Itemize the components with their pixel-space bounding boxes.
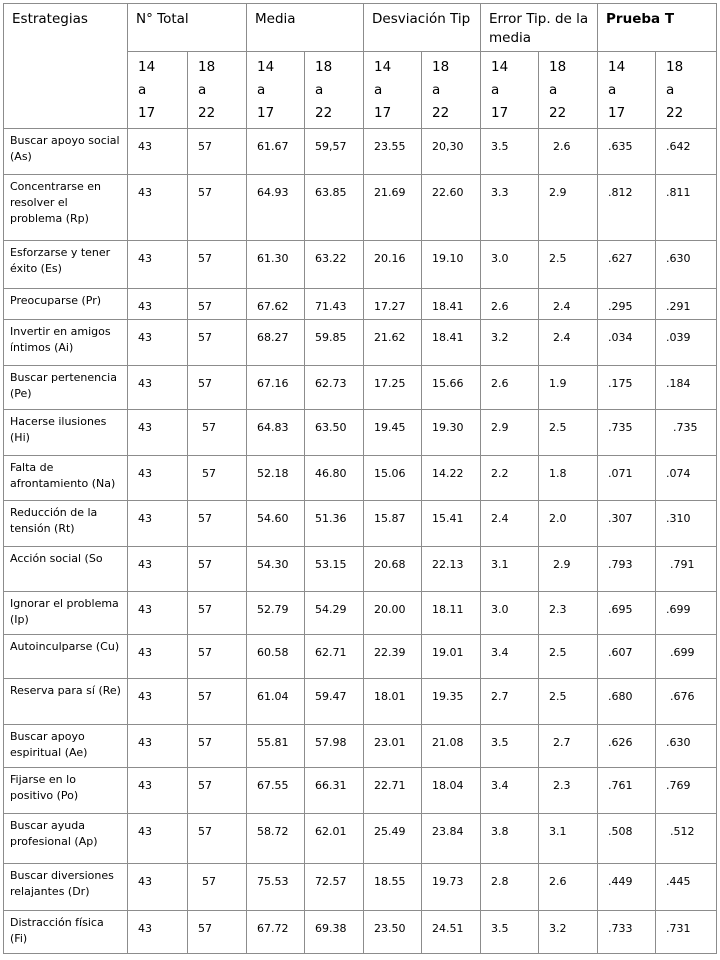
- cell-t-14-17: .627: [598, 241, 656, 289]
- cell-sd-18-22: 20,30: [422, 129, 481, 175]
- strategy-name: Buscar pertenencia (Pe): [4, 366, 128, 410]
- cell-se-14-17: 2.8: [481, 864, 539, 911]
- cell-t-18-22: .676: [656, 679, 717, 725]
- age-to: 22: [432, 105, 450, 121]
- strategy-name: Ignorar el problema (Ip): [4, 592, 128, 635]
- cell-total-14-17: 43: [128, 320, 188, 366]
- cell-se-14-17: 3.5: [481, 911, 539, 954]
- cell-t-14-17: .295: [598, 289, 656, 320]
- cell-se-18-22: 2.5: [539, 635, 598, 679]
- cell-total-18-22: 57: [188, 547, 247, 592]
- cell-se-14-17: 2.6: [481, 289, 539, 320]
- cell-t-18-22: .699: [656, 592, 717, 635]
- cell-total-14-17: 43: [128, 456, 188, 501]
- cell-t-18-22: .512: [656, 814, 717, 864]
- age-to: 17: [491, 105, 509, 121]
- age-group-header: [481, 52, 539, 129]
- cell-t-18-22: .811: [656, 175, 717, 241]
- cell-sd-18-22: 22.13: [422, 547, 481, 592]
- cell-se-18-22: 1.8: [539, 456, 598, 501]
- cell-t-18-22: .310: [656, 501, 717, 547]
- cell-t-14-17: .626: [598, 725, 656, 768]
- cell-total-14-17: 43: [128, 635, 188, 679]
- strategy-name: Falta de afrontamiento (Na): [4, 456, 128, 501]
- table-row: [4, 911, 717, 954]
- cell-se-18-22: 2.7: [539, 725, 598, 768]
- age-from: 14: [138, 59, 156, 75]
- table-row: [4, 679, 717, 725]
- header-strategies: Estrategias: [4, 4, 128, 129]
- cell-se-18-22: 2.6: [539, 864, 598, 911]
- cell-sd-18-22: 19.10: [422, 241, 481, 289]
- cell-mean-14-17: 67.72: [247, 911, 305, 954]
- table-row: [4, 814, 717, 864]
- table-row: [4, 289, 717, 320]
- strategy-name: Buscar diversiones relajantes (Dr): [4, 864, 128, 911]
- cell-sd-14-17: 18.01: [364, 679, 422, 725]
- cell-mean-14-17: 52.79: [247, 592, 305, 635]
- cell-total-14-17: 43: [128, 768, 188, 814]
- cell-se-18-22: 2.3: [539, 592, 598, 635]
- cell-t-18-22: .791: [656, 547, 717, 592]
- age-from: 18: [198, 59, 216, 75]
- cell-mean-14-17: 55.81: [247, 725, 305, 768]
- strategy-name: Preocuparse (Pr): [4, 289, 128, 320]
- age-separator: a: [257, 82, 266, 98]
- strategy-name: Buscar apoyo espiritual (Ae): [4, 725, 128, 768]
- table-row: [4, 241, 717, 289]
- age-separator: a: [374, 82, 383, 98]
- age-group-header: [188, 52, 247, 129]
- age-group-header: [539, 52, 598, 129]
- cell-se-14-17: 3.3: [481, 175, 539, 241]
- cell-se-14-17: 3.8: [481, 814, 539, 864]
- age-to: 17: [374, 105, 392, 121]
- cell-mean-14-17: 64.83: [247, 410, 305, 456]
- strategy-name: Reducción de la tensión (Rt): [4, 501, 128, 547]
- header-t-test: Prueba T: [598, 4, 717, 52]
- strategy-name: Fijarse en lo positivo (Po): [4, 768, 128, 814]
- table-row: [4, 592, 717, 635]
- cell-t-18-22: .291: [656, 289, 717, 320]
- cell-mean-18-22: 57.98: [305, 725, 364, 768]
- cell-mean-18-22: 46.80: [305, 456, 364, 501]
- table-row: [4, 725, 717, 768]
- age-from: 14: [608, 59, 626, 75]
- cell-mean-14-17: 67.16: [247, 366, 305, 410]
- age-from: 14: [374, 59, 392, 75]
- table-row: [4, 456, 717, 501]
- cell-total-14-17: 43: [128, 175, 188, 241]
- cell-se-14-17: 3.5: [481, 725, 539, 768]
- cell-total-18-22: 57: [188, 725, 247, 768]
- cell-t-18-22: .074: [656, 456, 717, 501]
- cell-total-14-17: 43: [128, 911, 188, 954]
- cell-se-14-17: 3.0: [481, 592, 539, 635]
- age-separator: a: [608, 82, 617, 98]
- cell-t-14-17: .680: [598, 679, 656, 725]
- cell-se-14-17: 2.2: [481, 456, 539, 501]
- cell-se-18-22: 2.0: [539, 501, 598, 547]
- cell-total-18-22: 57: [188, 864, 247, 911]
- age-group-header: [128, 52, 188, 129]
- cell-sd-18-22: 15.66: [422, 366, 481, 410]
- cell-t-18-22: .735: [656, 410, 717, 456]
- cell-total-18-22: 57: [188, 320, 247, 366]
- coping-strategies-table: [3, 3, 717, 954]
- table-row: [4, 129, 717, 175]
- cell-mean-14-17: 58.72: [247, 814, 305, 864]
- cell-total-14-17: 43: [128, 289, 188, 320]
- cell-se-18-22: 2.5: [539, 410, 598, 456]
- age-to: 22: [549, 105, 567, 121]
- cell-se-14-17: 3.4: [481, 635, 539, 679]
- cell-se-18-22: 2.4: [539, 289, 598, 320]
- cell-se-14-17: 2.7: [481, 679, 539, 725]
- cell-sd-14-17: 20.16: [364, 241, 422, 289]
- cell-mean-18-22: 62.71: [305, 635, 364, 679]
- cell-sd-14-17: 19.45: [364, 410, 422, 456]
- age-from: 18: [315, 59, 333, 75]
- cell-se-18-22: 2.6: [539, 129, 598, 175]
- cell-total-14-17: 43: [128, 547, 188, 592]
- cell-se-14-17: 3.0: [481, 241, 539, 289]
- cell-se-14-17: 2.6: [481, 366, 539, 410]
- cell-total-18-22: 57: [188, 768, 247, 814]
- cell-sd-18-22: 15.41: [422, 501, 481, 547]
- cell-sd-18-22: 24.51: [422, 911, 481, 954]
- cell-total-14-17: 43: [128, 241, 188, 289]
- cell-mean-18-22: 54.29: [305, 592, 364, 635]
- cell-t-14-17: .449: [598, 864, 656, 911]
- header-std-deviation: Desviación Tip: [364, 4, 481, 52]
- cell-sd-18-22: 19.01: [422, 635, 481, 679]
- cell-mean-14-17: 75.53: [247, 864, 305, 911]
- cell-se-18-22: 2.5: [539, 679, 598, 725]
- cell-se-14-17: 2.9: [481, 410, 539, 456]
- age-separator: a: [491, 82, 500, 98]
- cell-sd-18-22: 14.22: [422, 456, 481, 501]
- age-group-header: [656, 52, 717, 129]
- table-row: [4, 635, 717, 679]
- cell-mean-18-22: 66.31: [305, 768, 364, 814]
- table-row: [4, 864, 717, 911]
- cell-total-18-22: 57: [188, 456, 247, 501]
- cell-sd-14-17: 23.55: [364, 129, 422, 175]
- cell-sd-14-17: 25.49: [364, 814, 422, 864]
- cell-sd-14-17: 20.00: [364, 592, 422, 635]
- cell-total-14-17: 43: [128, 129, 188, 175]
- cell-sd-14-17: 20.68: [364, 547, 422, 592]
- strategy-name: Esforzarse y tener éxito (Es): [4, 241, 128, 289]
- table-row: [4, 320, 717, 366]
- cell-se-18-22: 2.5: [539, 241, 598, 289]
- cell-se-18-22: 1.9: [539, 366, 598, 410]
- age-separator: a: [549, 82, 558, 98]
- cell-sd-14-17: 15.06: [364, 456, 422, 501]
- table-row: [4, 768, 717, 814]
- cell-sd-14-17: 17.25: [364, 366, 422, 410]
- cell-total-18-22: 57: [188, 592, 247, 635]
- age-separator: a: [198, 82, 207, 98]
- cell-sd-14-17: 22.39: [364, 635, 422, 679]
- strategy-name: Reserva para sí (Re): [4, 679, 128, 725]
- cell-t-14-17: .607: [598, 635, 656, 679]
- strategy-name: Concentrarse en resolver el problema (Rp): [4, 175, 128, 241]
- age-from: 18: [549, 59, 567, 75]
- cell-t-14-17: .793: [598, 547, 656, 592]
- cell-total-14-17: 43: [128, 814, 188, 864]
- cell-total-18-22: 57: [188, 175, 247, 241]
- cell-se-14-17: 3.4: [481, 768, 539, 814]
- cell-total-18-22: 57: [188, 410, 247, 456]
- cell-mean-14-17: 61.04: [247, 679, 305, 725]
- cell-sd-18-22: 21.08: [422, 725, 481, 768]
- strategy-name: Acción social (So: [4, 547, 128, 592]
- cell-t-14-17: .034: [598, 320, 656, 366]
- cell-mean-14-17: 61.30: [247, 241, 305, 289]
- cell-mean-14-17: 54.30: [247, 547, 305, 592]
- strategy-name: Distracción física (Fi): [4, 911, 128, 954]
- cell-mean-18-22: 69.38: [305, 911, 364, 954]
- cell-total-18-22: 57: [188, 635, 247, 679]
- strategy-name: Buscar apoyo social (As): [4, 129, 128, 175]
- cell-t-14-17: .307: [598, 501, 656, 547]
- cell-sd-14-17: 18.55: [364, 864, 422, 911]
- cell-mean-18-22: 62.01: [305, 814, 364, 864]
- cell-sd-14-17: 21.69: [364, 175, 422, 241]
- cell-total-14-17: 43: [128, 679, 188, 725]
- cell-se-18-22: 2.3: [539, 768, 598, 814]
- cell-t-18-22: .630: [656, 725, 717, 768]
- cell-mean-18-22: 71.43: [305, 289, 364, 320]
- cell-total-14-17: 43: [128, 410, 188, 456]
- age-group-header: [305, 52, 364, 129]
- cell-sd-14-17: 22.71: [364, 768, 422, 814]
- strategy-name: Invertir en amigos íntimos (Ai): [4, 320, 128, 366]
- cell-t-18-22: .699: [656, 635, 717, 679]
- cell-mean-18-22: 63.85: [305, 175, 364, 241]
- cell-total-18-22: 57: [188, 814, 247, 864]
- cell-mean-18-22: 63.22: [305, 241, 364, 289]
- cell-t-14-17: .635: [598, 129, 656, 175]
- cell-sd-18-22: 19.30: [422, 410, 481, 456]
- cell-sd-14-17: 23.50: [364, 911, 422, 954]
- cell-sd-18-22: 23.84: [422, 814, 481, 864]
- cell-t-14-17: .695: [598, 592, 656, 635]
- cell-mean-14-17: 64.93: [247, 175, 305, 241]
- cell-t-14-17: .735: [598, 410, 656, 456]
- cell-sd-18-22: 18.04: [422, 768, 481, 814]
- cell-mean-14-17: 67.55: [247, 768, 305, 814]
- cell-se-14-17: 3.5: [481, 129, 539, 175]
- cell-mean-14-17: 68.27: [247, 320, 305, 366]
- cell-mean-14-17: 52.18: [247, 456, 305, 501]
- cell-mean-18-22: 51.36: [305, 501, 364, 547]
- cell-total-18-22: 57: [188, 501, 247, 547]
- cell-total-18-22: 57: [188, 129, 247, 175]
- age-to: 22: [666, 105, 684, 121]
- cell-se-14-17: 3.2: [481, 320, 539, 366]
- header-total: N° Total: [128, 4, 247, 52]
- cell-t-14-17: .761: [598, 768, 656, 814]
- strategy-name: Buscar ayuda profesional (Ap): [4, 814, 128, 864]
- cell-total-18-22: 57: [188, 366, 247, 410]
- cell-t-18-22: .039: [656, 320, 717, 366]
- cell-total-18-22: 57: [188, 679, 247, 725]
- cell-se-14-17: 3.1: [481, 547, 539, 592]
- cell-sd-18-22: 19.35: [422, 679, 481, 725]
- cell-mean-18-22: 62.73: [305, 366, 364, 410]
- cell-t-18-22: .731: [656, 911, 717, 954]
- age-group-header: [598, 52, 656, 129]
- cell-mean-18-22: 63.50: [305, 410, 364, 456]
- cell-t-18-22: .630: [656, 241, 717, 289]
- age-group-header: [247, 52, 305, 129]
- cell-mean-14-17: 67.62: [247, 289, 305, 320]
- cell-total-18-22: 57: [188, 911, 247, 954]
- cell-t-18-22: .445: [656, 864, 717, 911]
- cell-mean-18-22: 59,57: [305, 129, 364, 175]
- cell-se-14-17: 2.4: [481, 501, 539, 547]
- cell-total-14-17: 43: [128, 592, 188, 635]
- cell-t-18-22: .769: [656, 768, 717, 814]
- cell-sd-14-17: 17.27: [364, 289, 422, 320]
- age-separator: a: [315, 82, 324, 98]
- cell-mean-14-17: 60.58: [247, 635, 305, 679]
- age-to: 17: [138, 105, 156, 121]
- age-from: 14: [491, 59, 509, 75]
- cell-sd-18-22: 22.60: [422, 175, 481, 241]
- cell-sd-18-22: 18.41: [422, 289, 481, 320]
- table-row: [4, 410, 717, 456]
- cell-mean-18-22: 53.15: [305, 547, 364, 592]
- cell-sd-14-17: 21.62: [364, 320, 422, 366]
- cell-sd-18-22: 19.73: [422, 864, 481, 911]
- cell-t-14-17: .733: [598, 911, 656, 954]
- table-row: [4, 175, 717, 241]
- age-separator: a: [432, 82, 441, 98]
- cell-total-18-22: 57: [188, 289, 247, 320]
- cell-t-18-22: .184: [656, 366, 717, 410]
- cell-se-18-22: 2.9: [539, 547, 598, 592]
- age-from: 18: [666, 59, 684, 75]
- cell-total-14-17: 43: [128, 725, 188, 768]
- strategy-name: Autoinculparse (Cu): [4, 635, 128, 679]
- cell-se-18-22: 3.2: [539, 911, 598, 954]
- age-group-header: [364, 52, 422, 129]
- cell-mean-18-22: 59.47: [305, 679, 364, 725]
- cell-t-18-22: .642: [656, 129, 717, 175]
- table-row: [4, 547, 717, 592]
- strategy-name: Hacerse ilusiones (Hi): [4, 410, 128, 456]
- cell-t-14-17: .071: [598, 456, 656, 501]
- header-mean: Media: [247, 4, 364, 52]
- cell-mean-14-17: 61.67: [247, 129, 305, 175]
- age-from: 14: [257, 59, 275, 75]
- cell-sd-14-17: 23.01: [364, 725, 422, 768]
- cell-sd-14-17: 15.87: [364, 501, 422, 547]
- age-to: 22: [315, 105, 333, 121]
- cell-mean-14-17: 54.60: [247, 501, 305, 547]
- age-to: 22: [198, 105, 216, 121]
- cell-se-18-22: 2.4: [539, 320, 598, 366]
- cell-sd-18-22: 18.11: [422, 592, 481, 635]
- age-to: 17: [257, 105, 275, 121]
- table-row: [4, 366, 717, 410]
- cell-se-18-22: 2.9: [539, 175, 598, 241]
- header-std-error: Error Tip. de la media: [481, 4, 598, 52]
- cell-total-14-17: 43: [128, 366, 188, 410]
- age-from: 18: [432, 59, 450, 75]
- cell-se-18-22: 3.1: [539, 814, 598, 864]
- table-row: [4, 501, 717, 547]
- cell-total-14-17: 43: [128, 864, 188, 911]
- age-separator: a: [666, 82, 675, 98]
- cell-t-14-17: .175: [598, 366, 656, 410]
- cell-mean-18-22: 72.57: [305, 864, 364, 911]
- age-group-header: [422, 52, 481, 129]
- cell-mean-18-22: 59.85: [305, 320, 364, 366]
- cell-t-14-17: .508: [598, 814, 656, 864]
- cell-sd-18-22: 18.41: [422, 320, 481, 366]
- age-separator: a: [138, 82, 147, 98]
- cell-total-18-22: 57: [188, 241, 247, 289]
- cell-t-14-17: .812: [598, 175, 656, 241]
- age-to: 17: [608, 105, 626, 121]
- cell-total-14-17: 43: [128, 501, 188, 547]
